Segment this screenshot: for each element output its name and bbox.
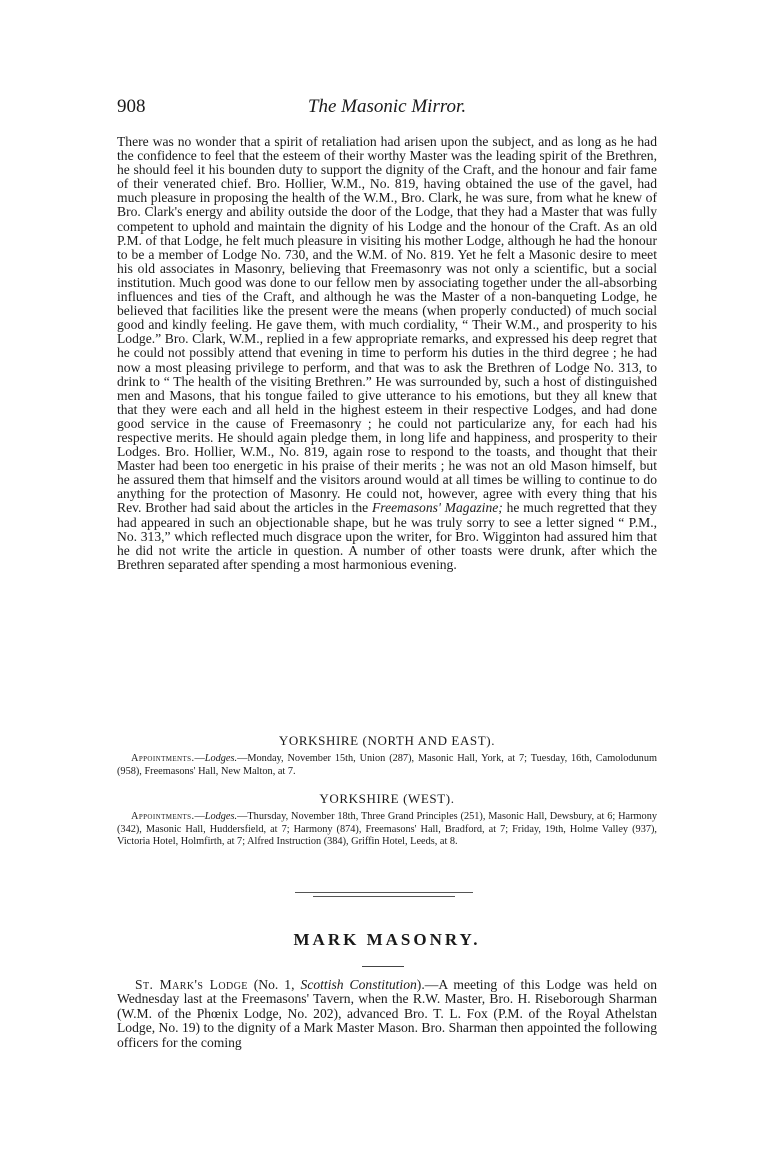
section-heading-yorkshire-west: YORKSHIRE (WEST).	[319, 791, 455, 806]
constitution-name: Scottish Constitution	[300, 977, 417, 992]
section-heading-yorkshire-north-east: YORKSHIRE (NORTH AND EAST).	[278, 733, 496, 748]
article-text-end: he much regretted that they had appeared in such an objectionable shape, but he was truly sorry to see a letter signed “ P.M., No. 313,” which reflected much disgrace upon the writer, for Bro. Wigginton had assured him that he did not write the article in question. A number of other toasts were drunk, after which the Brethren separated after spending a most harmonious evening.	[117, 500, 657, 572]
appointments-text: —Monday, November 15th, Union (287), Masonic Hall, York, at 7; Tuesday, 16th, Camolodunum (958), Freemasons' Hall, New Malton, at 7.	[117, 753, 657, 777]
appointments-label: Appointments.	[131, 811, 195, 822]
appointments-text: —Thursday, November 18th, Three Grand Principles (251), Masonic Hall, Dewsbury, at 6; Harmony (342), Masonic Hall, Huddersfield, at 7; Harmony (874), Freemasons' Hall, Bradford, at 7; Friday, 19th, Holme Valley (937), Victoria Hotel, Holmfirth, at 7; Alfred Instruction (384), Griffin Hotel, Leeds, at 8.	[117, 811, 657, 847]
mark-masonry-text: ).—A meeting of this Lodge was held on Wednesday last at the Freemasons' Tavern, when the R.W. Master, Bro. H. Riseborough Sharman (W.M. of the Phœnix Lodge, No. 202), advanced Bro. T. L. Fox (P.M. of the Royal Athelstan Lodge, No. 19) to the dignity of a Mark Master Mason. Bro. Sharman then appointed the following officers for the coming	[117, 977, 658, 1050]
running-title: The Masonic Mirror.	[307, 96, 467, 117]
appointments-yorkshire-north-east	[117, 753, 657, 778]
article-text: There was no wonder that a spirit of retaliation had arisen upon the subject, and as long as he had the confidence to feel that the esteem of their worthy Master was the leading spirit of the Brethren, he should feel it his bounden duty to support the dignity of the Craft, and the honour and fair fame of their venerated chief. Bro. Hollier, W.M., No. 819, having obtained the use of the gavel, had much pleasure in proposing the health of the W.M., Bro. Clark, he was sure, from what he knew of Bro. Clark's energy and ability outside the door of the Lodge, that they had a Master that was fully competent to uphold and maintain the dignity of his Lodge and the honour of the Craft. As an old P.M. of that Lodge, he felt much pleasure in visiting his mother Lodge, although he had the honour to be a member of Lodge No. 730, and the W.M. of No. 819. Yet he felt a Masonic desire to meet his old associates in Masonry, believing that Freemasonry was not only a scientific, but a social institution. Much good was done to our fellow men by associating together under the all-absorbing influences and ties of the Craft, and although he was the Master of a non-banqueting Lodge, he believed that facilities like the present were the means (when properly conducted) of much social good and kindly feeling. He gave them, with much cordiality, “ Their W.M., and prosperity to his Lodge.” Bro. Clark, W.M., replied in a few appropriate remarks, and expressed his deep regret that he could not possibly attend that evening in time to perform his duties in the third degree ; he had now a most pleasing privilege to perform, and that was to ask the Brethren of Lodge No. 313, to drink to “ The health of the visiting Brethren.” He was surrounded by, such a host of distinguished men and Masons, that his tongue failed to give utterance to his emotions, but they all knew that that they were each and all held in the highest esteem in their respective Lodges, and had done good service in the cause of Freemasonry ; he could not particularize any, for each had his respective merits. He should again pledge them, in long life and happiness, and prosperity to their Lodges. Bro. Hollier, W.M., No. 819, again rose to respond to the toasts, and thought that their Master had been too energetic in his praise of their merits ; he was not an old Mason himself, but he assured them that himself and the visitors around would at all times be willing to continue to do anything for the protection of Masonry. He could not, however, agree with every thing that his Rev. Brother had said about the articles in the	[117, 134, 657, 516]
lodge-name: St. Mark's Lodge	[135, 977, 248, 992]
appointments-dash: —	[194, 811, 205, 822]
lodge-number: (No. 1,	[247, 977, 301, 992]
heading-rule	[362, 966, 404, 967]
appointments-yorkshire-west	[117, 811, 657, 849]
page-number: 908	[117, 96, 146, 117]
appointments-label: Appointments.	[131, 753, 195, 764]
magazine-title: Freemasons' Magazine;	[372, 500, 503, 516]
appointments-dash: —	[194, 753, 205, 764]
page-header	[117, 96, 657, 120]
lodges-label: Lodges.	[204, 811, 238, 822]
mark-masonry-body	[117, 978, 657, 1050]
article-paragraph	[117, 135, 657, 572]
section-divider	[295, 892, 473, 900]
section-heading-mark-masonry: MARK MASONRY.	[293, 930, 481, 949]
lodges-label: Lodges.	[204, 753, 238, 764]
article-body	[117, 135, 657, 572]
